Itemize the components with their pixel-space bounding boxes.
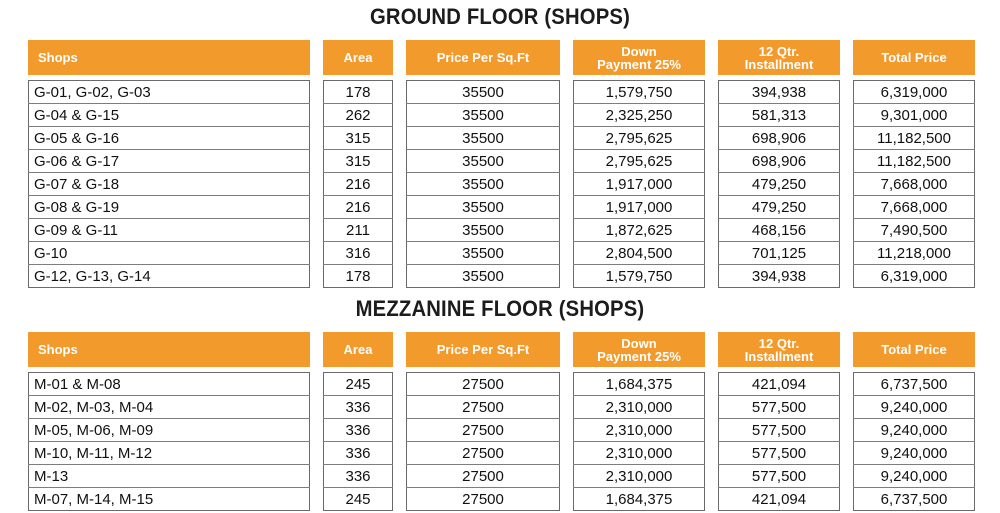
cell-shops: G-12, G-13, G-14 (34, 268, 151, 285)
header-label: Area (343, 342, 373, 357)
header-total-price (853, 332, 975, 367)
cell-price-per-sqft: 27500 (462, 422, 504, 439)
cell-total-price: 7,668,000 (880, 199, 948, 216)
header-area (323, 40, 393, 75)
cell-installment: 421,094 (751, 491, 807, 508)
cell-area: 262 (345, 107, 371, 124)
header-price-per-sqft (406, 40, 560, 75)
cell-total-price: 11,218,000 (877, 245, 951, 262)
cell-area: 245 (345, 376, 371, 393)
cell-price-per-sqft: 35500 (462, 107, 504, 124)
cell-installment: 577,500 (751, 422, 807, 439)
cell-shops: G-06 & G-17 (34, 153, 120, 170)
cell-down-payment: 2,795,625 (605, 130, 673, 147)
cell-down-payment: 1,684,375 (605, 376, 673, 393)
header-total-price (853, 40, 975, 75)
cell-down-payment: 1,579,750 (605, 268, 673, 285)
header-label: Total Price (881, 342, 947, 357)
cell-shops: G-10 (34, 245, 68, 262)
cell-area: 216 (345, 199, 371, 216)
cell-area: 315 (345, 153, 371, 170)
header-label: Shops (38, 342, 78, 357)
header-label: Down Payment 25% (597, 43, 681, 72)
cell-shops: G-04 & G-15 (34, 107, 120, 124)
cell-shops: M-02, M-03, M-04 (34, 399, 154, 416)
cell-price-per-sqft: 35500 (462, 153, 504, 170)
cell-total-price: 6,319,000 (880, 84, 948, 101)
header-label: 12 Qtr. Installment (744, 335, 814, 364)
cell-shops: M-13 (34, 468, 69, 485)
cell-down-payment: 1,872,625 (605, 222, 673, 239)
header-label: 12 Qtr. Installment (744, 43, 814, 72)
cell-down-payment: 1,917,000 (605, 199, 673, 216)
cell-total-price: 9,240,000 (880, 445, 948, 462)
header-down-payment (573, 40, 705, 75)
cell-total-price: 9,301,000 (880, 107, 948, 124)
cell-area: 245 (345, 491, 371, 508)
cell-total-price: 7,668,000 (880, 176, 948, 193)
cell-area: 336 (345, 399, 371, 416)
cell-area: 216 (345, 176, 371, 193)
cell-down-payment: 1,579,750 (605, 84, 673, 101)
cell-installment: 394,938 (751, 84, 807, 101)
header-installment (718, 332, 840, 367)
cell-installment: 394,938 (751, 268, 807, 285)
cell-price-per-sqft: 27500 (462, 491, 504, 508)
cell-total-price: 6,737,500 (880, 376, 948, 393)
cell-down-payment: 2,795,625 (605, 153, 673, 170)
header-down-payment (573, 332, 705, 367)
cell-shops: G-01, G-02, G-03 (34, 84, 151, 101)
cell-installment: 421,094 (751, 376, 807, 393)
cell-installment: 479,250 (751, 176, 807, 193)
cell-price-per-sqft: 27500 (462, 399, 504, 416)
cell-total-price: 9,240,000 (880, 399, 948, 416)
cell-shops: G-05 & G-16 (34, 130, 120, 147)
cell-installment: 479,250 (751, 199, 807, 216)
header-shops (28, 40, 310, 75)
cell-shops: M-01 & M-08 (34, 376, 121, 393)
cell-installment: 581,313 (751, 107, 807, 124)
cell-area: 178 (345, 268, 371, 285)
cell-price-per-sqft: 27500 (462, 445, 504, 462)
cell-down-payment: 2,804,500 (605, 245, 673, 262)
cell-area: 316 (345, 245, 371, 262)
cell-total-price: 6,319,000 (880, 268, 948, 285)
cell-total-price: 9,240,000 (880, 422, 948, 439)
cell-price-per-sqft: 35500 (462, 222, 504, 239)
header-installment (718, 40, 840, 75)
cell-down-payment: 1,684,375 (605, 491, 673, 508)
header-price-per-sqft (406, 332, 560, 367)
ground-floor-title: GROUND FLOOR (SHOPS) (369, 4, 631, 29)
cell-installment: 577,500 (751, 399, 807, 416)
cell-total-price: 9,240,000 (880, 468, 948, 485)
cell-installment: 698,906 (751, 130, 807, 147)
cell-down-payment: 1,917,000 (605, 176, 673, 193)
cell-shops: G-07 & G-18 (34, 176, 120, 193)
cell-area: 336 (345, 422, 371, 439)
cell-price-per-sqft: 35500 (462, 199, 504, 216)
header-label: Price Per Sq.Ft (436, 342, 530, 357)
cell-shops: M-10, M-11, M-12 (34, 445, 153, 462)
cell-price-per-sqft: 35500 (462, 176, 504, 193)
cell-area: 178 (345, 84, 371, 101)
cell-down-payment: 2,310,000 (605, 445, 673, 462)
header-shops (28, 332, 310, 367)
cell-total-price: 6,737,500 (880, 491, 948, 508)
cell-price-per-sqft: 35500 (462, 84, 504, 101)
header-area (323, 332, 393, 367)
mezzanine-floor-title: MEZZANINE FLOOR (SHOPS) (355, 296, 645, 321)
cell-down-payment: 2,325,250 (605, 107, 673, 124)
cell-down-payment: 2,310,000 (605, 399, 673, 416)
cell-total-price: 11,182,500 (877, 153, 951, 170)
cell-price-per-sqft: 27500 (462, 376, 504, 393)
cell-shops: M-07, M-14, M-15 (34, 491, 154, 508)
cell-area: 336 (345, 445, 371, 462)
cell-installment: 468,156 (751, 222, 807, 239)
header-label: Shops (38, 50, 78, 65)
cell-down-payment: 2,310,000 (605, 468, 673, 485)
header-label: Area (343, 50, 373, 65)
cell-down-payment: 2,310,000 (605, 422, 673, 439)
cell-shops: G-08 & G-19 (34, 199, 120, 216)
cell-price-per-sqft: 35500 (462, 130, 504, 147)
cell-price-per-sqft: 27500 (462, 468, 504, 485)
cell-price-per-sqft: 35500 (462, 268, 504, 285)
cell-price-per-sqft: 35500 (462, 245, 504, 262)
cell-area: 336 (345, 468, 371, 485)
cell-area: 315 (345, 130, 371, 147)
header-label: Down Payment 25% (597, 335, 681, 364)
header-label: Total Price (881, 50, 947, 65)
cell-shops: M-05, M-06, M-09 (34, 422, 154, 439)
cell-installment: 577,500 (751, 445, 807, 462)
header-label: Price Per Sq.Ft (436, 50, 530, 65)
cell-shops: G-09 & G-11 (34, 222, 118, 239)
cell-installment: 698,906 (751, 153, 807, 170)
cell-installment: 701,125 (751, 245, 807, 262)
cell-total-price: 11,182,500 (877, 130, 951, 147)
cell-area: 211 (346, 222, 370, 239)
cell-installment: 577,500 (751, 468, 807, 485)
cell-total-price: 7,490,500 (880, 222, 948, 239)
